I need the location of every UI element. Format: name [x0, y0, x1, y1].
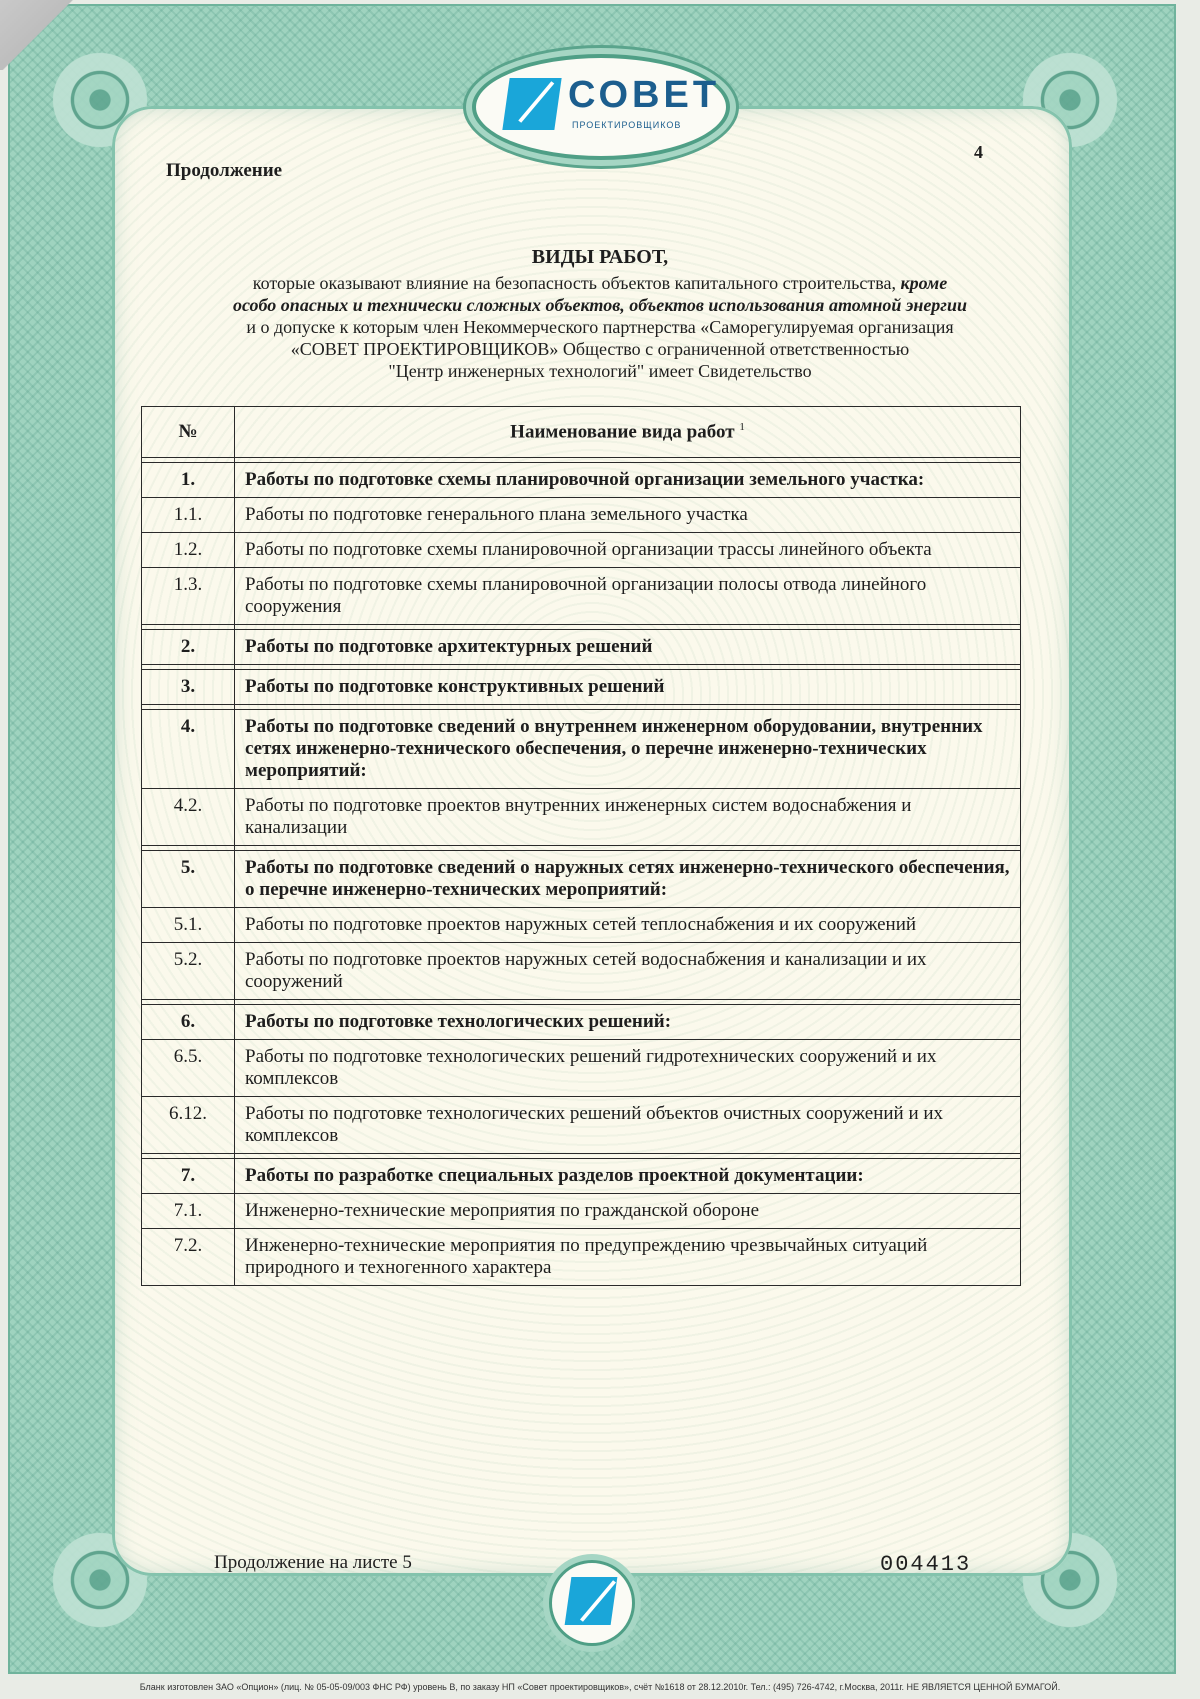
section-row	[142, 851, 1021, 908]
row-number: 2.	[142, 630, 235, 665]
footnote-marker: 1	[739, 420, 745, 433]
intro-line1-emphasis: кроме	[900, 273, 948, 293]
document-title: ВИДЫ РАБОТ,	[531, 246, 669, 268]
table-row	[142, 533, 1021, 568]
row-number: 4.2.	[142, 789, 235, 846]
row-work-name: Работы по подготовке технологических решений гидротехнических сооружений и их комплексов	[235, 1040, 1021, 1097]
table-header-row	[142, 407, 1021, 458]
table-row	[142, 568, 1021, 625]
column-header-number: №	[142, 407, 235, 458]
table-row	[142, 1040, 1021, 1097]
table-row	[142, 498, 1021, 533]
row-number: 7.1.	[142, 1194, 235, 1229]
row-work-name: Работы по подготовке проектов наружных сетей теплоснабжения и их сооружений	[235, 908, 1021, 943]
row-number: 1.	[142, 463, 235, 498]
row-number: 1.3.	[142, 568, 235, 625]
table-row	[142, 789, 1021, 846]
intro-line1: которые оказывают влияние на безопасность объектов капитального строительства,	[252, 273, 901, 293]
table-row	[142, 1229, 1021, 1286]
row-number: 7.2.	[142, 1229, 235, 1286]
section-row	[142, 630, 1021, 665]
row-work-name: Работы по подготовке технологических решений объектов очистных сооружений и их комплексов	[235, 1097, 1021, 1154]
row-number: 3.	[142, 670, 235, 705]
row-work-name: Работы по подготовке технологических решений:	[235, 1005, 1021, 1040]
works-table-body	[142, 458, 1021, 1286]
page-number: 4	[974, 142, 983, 162]
header-logo	[472, 54, 730, 160]
row-number: 6.5.	[142, 1040, 235, 1097]
table-row	[142, 1097, 1021, 1154]
continuation-label: Продолжение	[166, 160, 283, 181]
row-number: 5.2.	[142, 943, 235, 1000]
row-number: 4.	[142, 710, 235, 789]
logo-subtitle: ПРОЕКТИРОВЩИКОВ	[572, 120, 682, 130]
serial-number: 004413	[880, 1552, 972, 1577]
row-number: 7.	[142, 1159, 235, 1194]
intro-line3: и о допуске к которым член Некоммерческого партнерства «Саморегулируемая организация	[246, 317, 954, 337]
row-work-name: Работы по подготовке проектов внутренних инженерных систем водоснабжения и канализации	[235, 789, 1021, 846]
logo-mark-icon	[502, 78, 561, 130]
section-row	[142, 463, 1021, 498]
printer-fineprint: Бланк изготовлен ЗАО «Опцион» (лиц. № 05-05-09/003 ФНС РФ) уровень В, по заказу НП «Совет проектировщиков», счёт №1618 от 28.12.2010г. Тел.: (495) 726-4742, г.Москва, 2011г. НЕ ЯВЛЯЕТСЯ ЦЕННОЙ БУМАГОЙ.	[139, 1682, 1061, 1692]
column-header-name-text: Наименование вида работ	[510, 421, 735, 443]
row-number: 6.12.	[142, 1097, 235, 1154]
intro-line4: «СОВЕТ ПРОЕКТИРОВЩИКОВ» Общество с ограниченной ответственностью	[290, 339, 910, 359]
row-work-name: Работы по подготовке конструктивных решений	[235, 670, 1021, 705]
row-number: 1.2.	[142, 533, 235, 568]
intro-line5: "Центр инженерных технологий" имеет Свидетельство	[388, 361, 812, 381]
intro-text	[140, 272, 1060, 382]
row-number: 6.	[142, 1005, 235, 1040]
row-work-name: Работы по подготовке архитектурных решений	[235, 630, 1021, 665]
row-work-name: Работы по подготовке схемы планировочной организации полосы отвода линейного сооружения	[235, 568, 1021, 625]
row-work-name: Инженерно-технические мероприятия по предупреждению чрезвычайных ситуаций природного и техногенного характера	[235, 1229, 1021, 1286]
section-row	[142, 670, 1021, 705]
logo-name: СОВЕТ	[568, 74, 721, 116]
section-row	[142, 1159, 1021, 1194]
footer-logo-mark-icon	[565, 1577, 618, 1625]
row-work-name: Работы по подготовке схемы планировочной организации земельного участка:	[235, 463, 1021, 498]
row-work-name: Работы по подготовке генерального плана земельного участка	[235, 498, 1021, 533]
table-row	[142, 1194, 1021, 1229]
row-number: 1.1.	[142, 498, 235, 533]
row-work-name: Работы по подготовке проектов наружных сетей водоснабжения и канализации и их сооружений	[235, 943, 1021, 1000]
column-header-name	[235, 407, 1021, 458]
row-work-name: Работы по подготовке сведений о внутреннем инженерном оборудовании, внутренних сетях инженерно-технического обеспечения, о перечне инженерно-технических мероприятий:	[235, 710, 1021, 789]
row-work-name: Инженерно-технические мероприятия по гражданской обороне	[235, 1194, 1021, 1229]
continued-on-next-sheet: Продолжение на листе 5	[214, 1552, 412, 1573]
works-table	[141, 406, 1021, 1286]
row-work-name: Работы по разработке специальных разделов проектной документации:	[235, 1159, 1021, 1194]
row-number: 5.	[142, 851, 235, 908]
row-work-name: Работы по подготовке сведений о наружных сетях инженерно-технического обеспечения, о перечне инженерно-технических мероприятий:	[235, 851, 1021, 908]
intro-line2-emphasis: особо опасных и технически сложных объектов, объектов использования атомной энергии	[233, 295, 967, 315]
table-row	[142, 908, 1021, 943]
section-row	[142, 710, 1021, 789]
row-work-name: Работы по подготовке схемы планировочной организации трассы линейного объекта	[235, 533, 1021, 568]
section-row	[142, 1005, 1021, 1040]
table-row	[142, 943, 1021, 1000]
footer-logo	[549, 1560, 635, 1646]
row-number: 5.1.	[142, 908, 235, 943]
